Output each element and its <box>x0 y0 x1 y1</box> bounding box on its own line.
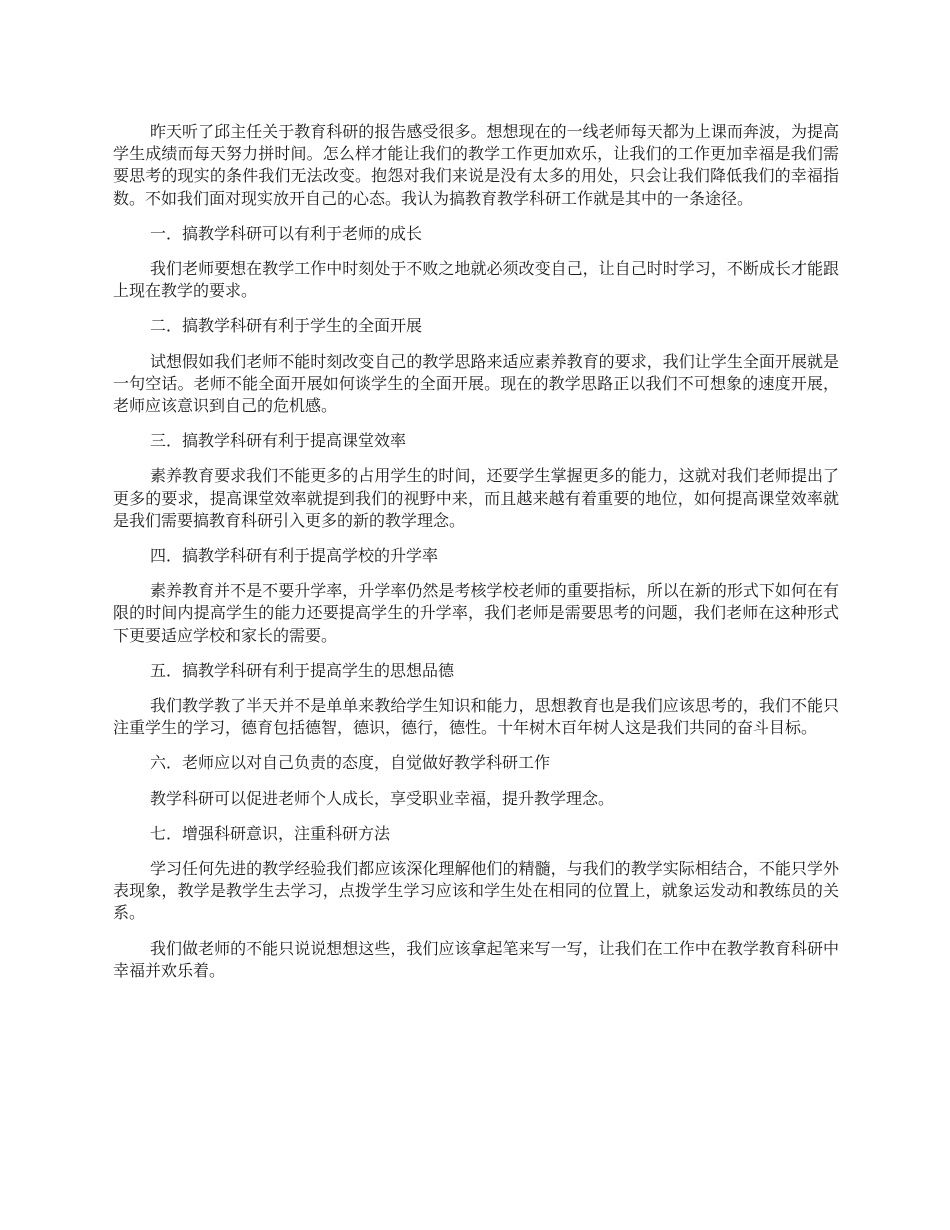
section-body-2: 试想假如我们老师不能时刻改变自己的教学思路来适应素养教育的要求，我们让学生全面开展就是一句空话。老师不能全面开展如何谈学生的全面开展。现在的教学思路正以我们不可想象的速度开展，老师应该意识到自己的危机感。 <box>113 351 839 416</box>
section-heading-4: 四．搞教学科研有利于提高学校的升学率 <box>150 546 439 566</box>
section-body-3: 素养教育要求我们不能更多的占用学生的时间，还要学生掌握更多的能力，这就对我们老师提出了更多的要求，提高课堂效率就提到我们的视野中来，而且越来越有着重要的地位，如何提高课堂效率就是我们需要搞教育科研引入更多的新的教学理念。 <box>113 466 839 530</box>
section-body-1: 我们老师要想在教学工作中时刻处于不败之地就必须改变自己，让自己时时学习，不断成长才能跟上现在教学的要求。 <box>113 259 839 301</box>
section-heading-1: 一．搞教学科研可以有利于老师的成长 <box>150 223 423 243</box>
document-body <box>113 121 839 995</box>
section-heading-3: 三．搞教学科研有利于提高课堂效率 <box>150 431 407 451</box>
section-heading-2: 二．搞教学科研有利于学生的全面开展 <box>150 316 423 336</box>
section-heading-6: 六．老师应以对自己负责的态度，自觉做好教学科研工作 <box>150 753 551 773</box>
closing-paragraph: 我们做老师的不能只说说想想这些，我们应该拿起笔来写一写，让我们在工作中在教学教育科研中幸福并欢乐着。 <box>113 938 839 980</box>
section-body-7: 学习任何先进的教学经验我们都应该深化理解他们的精髓，与我们的教学实际相结合，不能只学外表现象，教学是教学生去学习，点拨学生学习应该和学生处在相同的位置上，就象运发动和教练员的关系。 <box>113 859 839 923</box>
section-body-4: 素养教育并不是不要升学率，升学率仍然是考核学校老师的重要指标，所以在新的形式下如何在有限的时间内提高学生的能力还要提高学生的升学率，我们老师是需要思考的问题，我们老师在这种形式下更要适应学校和家长的需要。 <box>113 581 839 645</box>
section-body-6: 教学科研可以促进老师个人成长，享受职业幸福，提升教学理念。 <box>150 788 615 808</box>
section-body-5: 我们教学教了半天并不是单单来教给学生知识和能力，思想教育也是我们应该思考的，我们不能只注重学生的学习，德育包括德智，德识，德行，德性。十年树木百年树人这是我们共同的奋斗目标。 <box>113 696 839 738</box>
intro-paragraph: 昨天听了邱主任关于教育科研的报告感受很多。想想现在的一线老师每天都为上课而奔波，为提高学生成绩而每天努力拼时间。怎么样才能让我们的教学工作更加欢乐，让我们的工作更加幸福是我们需要思考的现实的条件我们无法改变。抱怨对我们来说是没有太多的用处，只会让我们降低我们的幸福指数。不如我们面对现实放开自己的心态。我认为搞教育教学科研工作就是其中的一条途径。 <box>113 122 839 208</box>
section-heading-5: 五．搞教学科研有利于提高学生的思想品德 <box>150 660 455 680</box>
section-heading-7: 七．增强科研意识，注重科研方法 <box>150 823 391 843</box>
